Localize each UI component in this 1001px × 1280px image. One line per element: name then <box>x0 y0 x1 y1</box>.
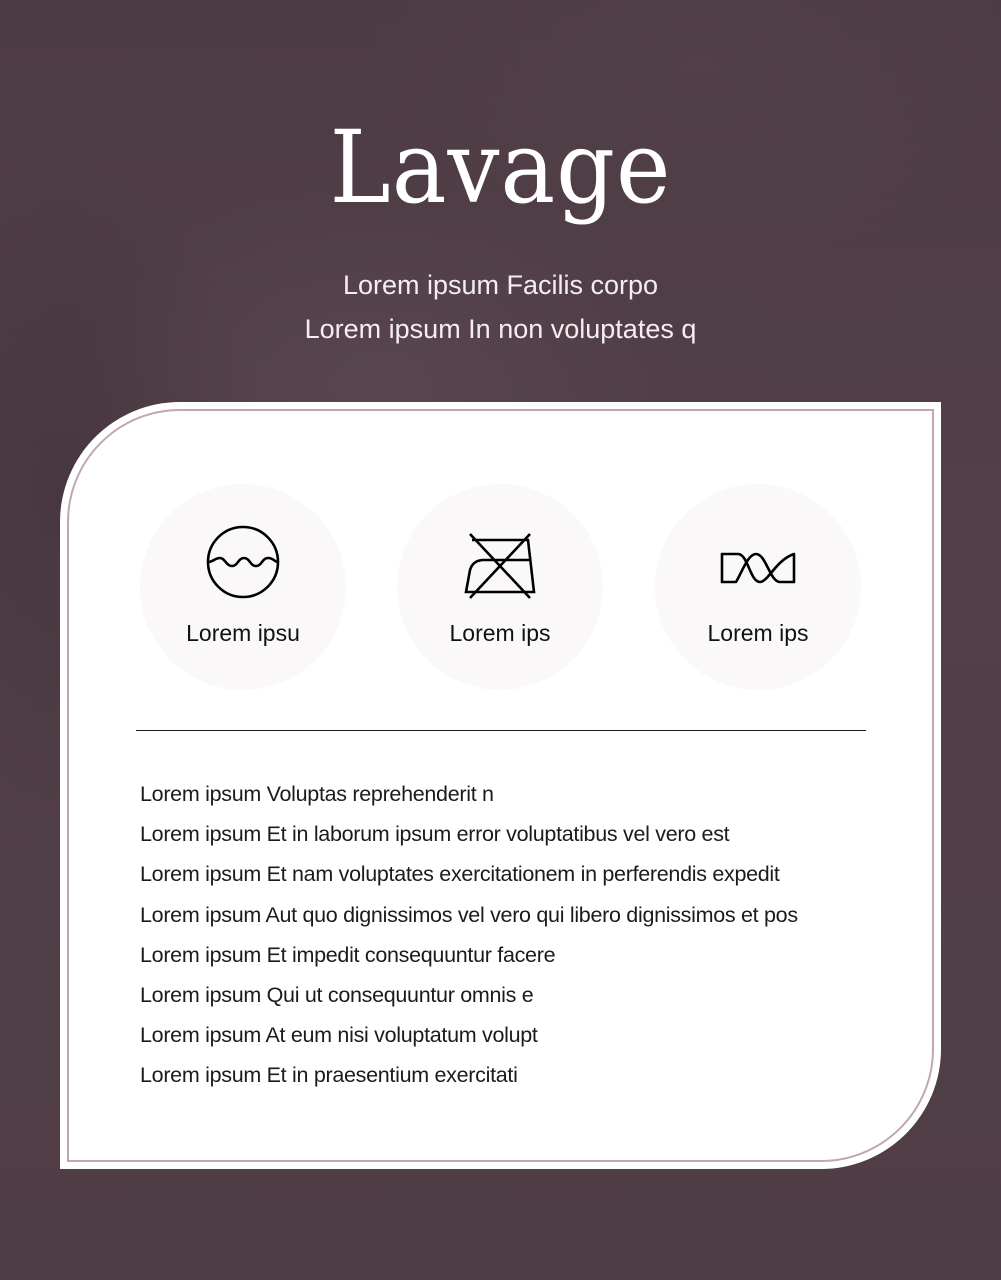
care-symbol-no-iron <box>397 484 603 690</box>
care-symbol-no-wring <box>655 484 861 690</box>
divider <box>136 730 866 731</box>
instruction-item: Lorem ipsum Et in praesentium exercitati <box>140 1063 518 1088</box>
page-title: Lavage <box>329 109 672 226</box>
care-label: Lorem ipsu <box>186 620 300 646</box>
subtitle-line-2: Lorem ipsum In non voluptates q <box>304 314 697 344</box>
instruction-item: Lorem ipsum Et nam voluptates exercitationem in perferendis expedit <box>140 862 780 887</box>
no-wring-icon <box>718 548 798 588</box>
instructions-list <box>140 774 798 1096</box>
wash-water-icon <box>205 524 281 600</box>
instruction-item: Lorem ipsum Aut quo dignissimos vel vero qui libero dignissimos et pos <box>140 902 798 927</box>
instruction-item: Lorem ipsum At eum nisi voluptatum volupt <box>140 1023 538 1048</box>
instruction-item: Lorem ipsum Et impedit consequuntur facere <box>140 942 556 967</box>
instruction-item: Lorem ipsum Qui ut consequuntur omnis e <box>140 983 534 1008</box>
subtitle-line-1: Lorem ipsum Facilis corpo <box>342 270 659 300</box>
care-symbol-wash <box>140 484 346 690</box>
care-label: Lorem ips <box>707 620 809 646</box>
instruction-item: Lorem ipsum Voluptas reprehenderit n <box>140 782 494 806</box>
care-label: Lorem ips <box>449 620 551 646</box>
instruction-item: Lorem ipsum Et in laborum ipsum error voluptatibus vel vero est <box>140 822 730 847</box>
no-iron-icon <box>460 530 540 600</box>
